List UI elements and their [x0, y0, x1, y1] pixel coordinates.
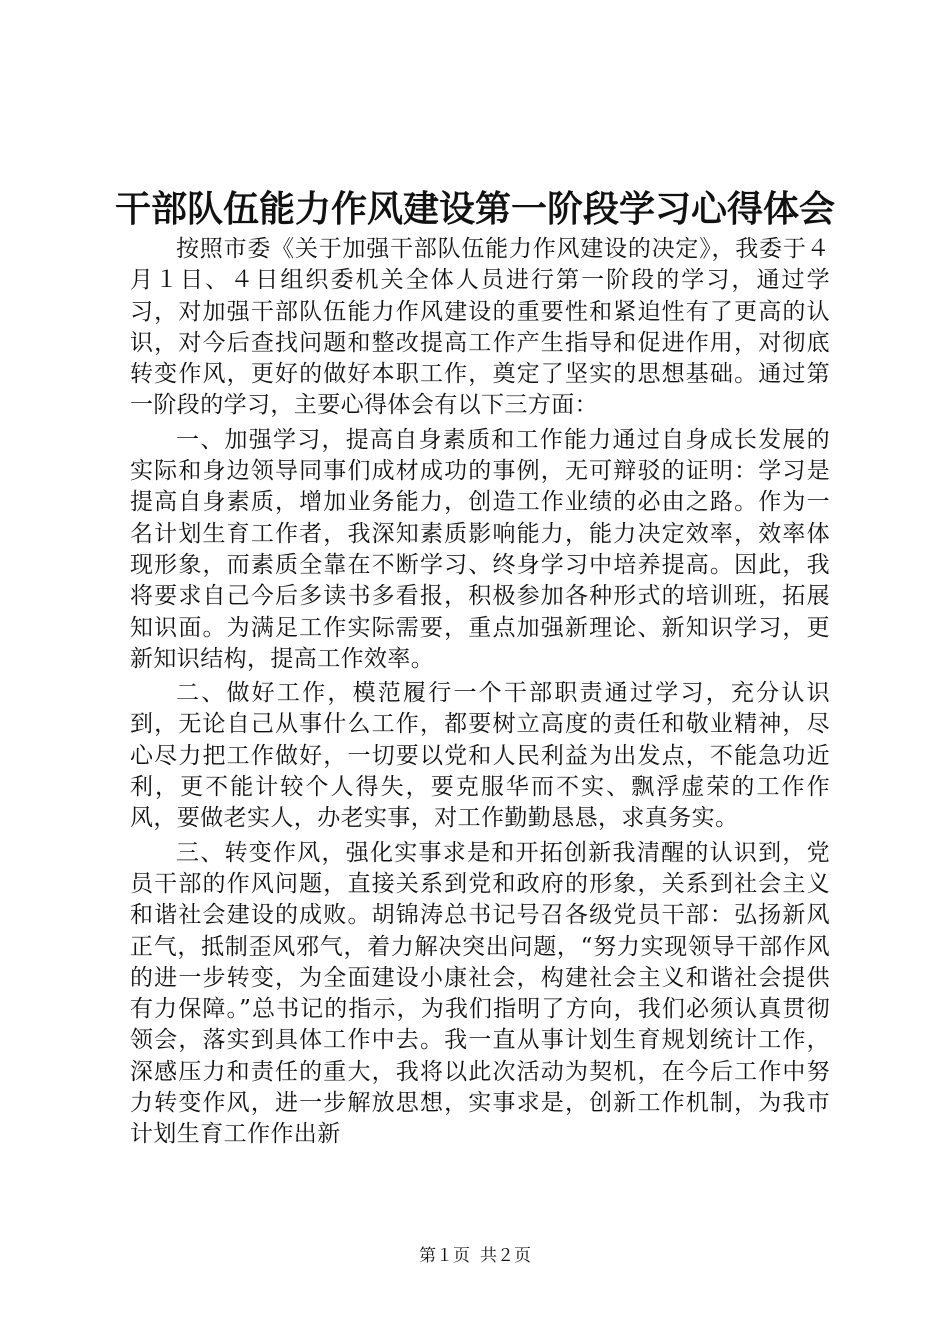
paragraph-intro: 按照市委《关于加强干部队伍能力作风建设的决定》，我委于４月１日、４日组织委机关全体人员进行第一阶段的学习，通过学习，对加强干部队伍能力作风建设的重要性和紧迫性有了更高的认识，对今后查找问题和整改提高工作产生指导和促进作用，对彻底转变作风，更好的做好本职工作，奠定了坚实的思想基础。通过第一阶段的学习，主要心得体会有以下三方面： — [130, 236, 830, 419]
page-number-current: 第１页 — [419, 1246, 470, 1266]
page-number-total: 共２页 — [480, 1246, 531, 1266]
paragraph-section-3: 三、转变作风，强化实事求是和开拓创新我清醒的认识到，党员干部的作风问题，直接关系到党和政府的形象，关系到社会主义和谐社会建设的成败。胡锦涛总书记号召各级党员干部：弘扬新风正气，抵制歪风邪气，着力解决突出问题，“努力实现领导干部作风的进一步转变，为全面建设小康社会，构建社会主义和谐社会提供有力保障。”总书记的指示，为我们指明了方向，我们必须认真贯彻领会，落实到具体工作中去。我一直从事计划生育规划统计工作，深感压力和责任的重大，我将以此次活动为契机，在今后工作中努力转变作风，进一步解放思想，实事求是，创新工作机制，为我市计划生育工作作出新 — [130, 839, 830, 1148]
page-footer — [0, 1245, 950, 1267]
paragraph-section-2: 二、做好工作，模范履行一个干部职责通过学习，充分认识到，无论自己从事什么工作，都要树立高度的责任和敬业精神，尽心尽力把工作做好，一切要以党和人民利益为出发点，不能急功近利，更不能计较个人得失，要克服华而不实、飘浮虚荣的工作作风，要做老实人，办老实事，对工作勤勤恳恳，求真务实。 — [130, 680, 830, 832]
document-title: 干部队伍能力作风建设第一阶段学习心得体会 — [114, 189, 835, 230]
document-body — [130, 234, 830, 1151]
paragraph-section-1: 一、加强学习，提高自身素质和工作能力通过自身成长发展的实际和身边领导同事们成材成功的事例，无可辩驳的证明：学习是提高自身素质，增加业务能力，创造工作业绩的必由之路。作为一名计划生育工作者，我深知素质影响能力，能力决定效率，效率体现形象，而素质全靠在不断学习、终身学习中培养提高。因此，我将要求自己今后多读书多看报，积极参加各种形式的培训班，拓展知识面。为满足工作实际需要，重点加强新理论、新知识学习，更新知识结构，提高工作效率。 — [130, 426, 830, 672]
